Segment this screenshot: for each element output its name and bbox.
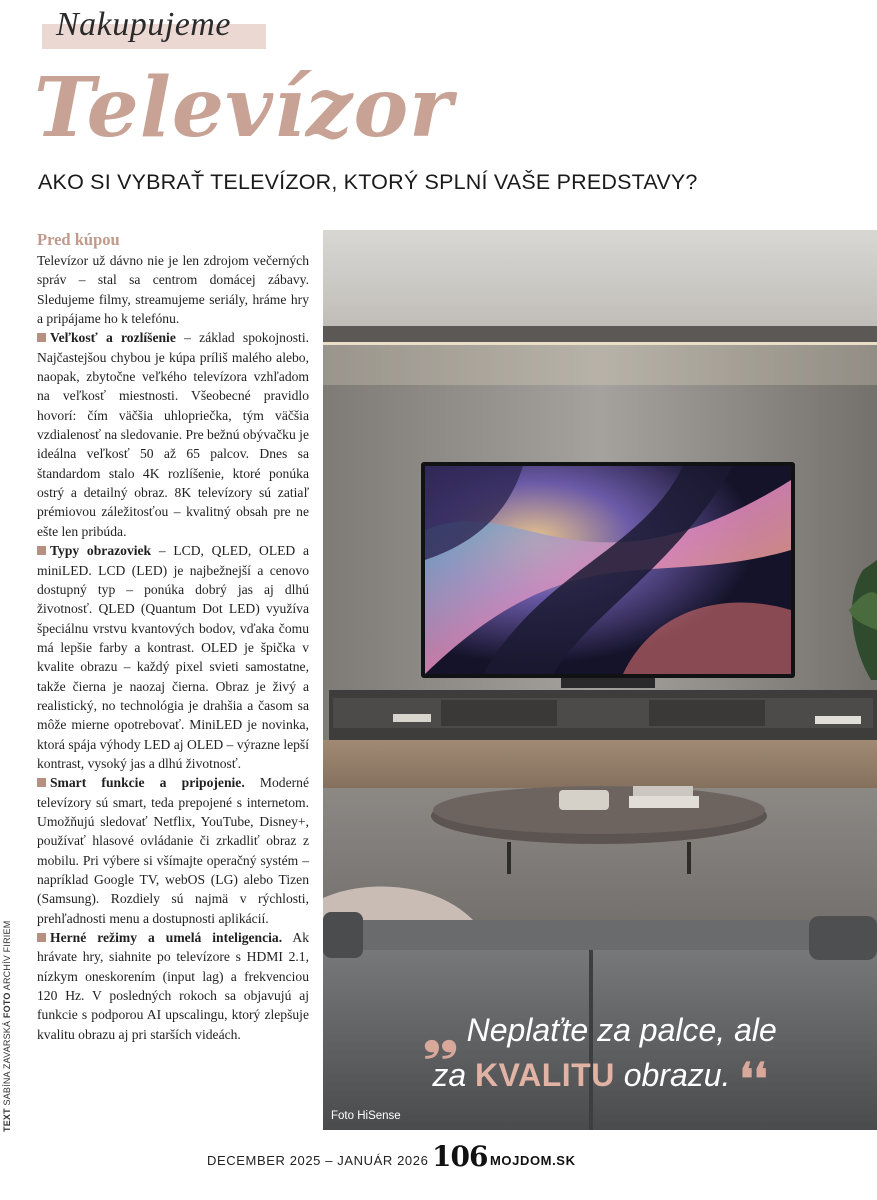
pull-quote-line-1 bbox=[323, 1009, 877, 1060]
item-paragraph bbox=[37, 928, 309, 1044]
item-text: Moderné televízory sú smart, teda prepojené s internetom. Umožňujú sledovať Netflix, YouTube, Disney+, používať hlasové ovládanie či zrkadliť obraz z mobilu. Pri výbere si všímajte operačný systém – napríklad Google TV, webOS (LG) alebo Tizen (Samsung). Rozdiely sú najmä v rýchlosti, prehľadnosti menu a dostupnosti aplikácií. bbox=[37, 775, 309, 926]
site-name: MOJDOM.SK bbox=[490, 1153, 576, 1168]
article-column bbox=[37, 230, 309, 1044]
quote-text-2-post: obrazu. bbox=[614, 1057, 731, 1093]
item-paragraph bbox=[37, 541, 309, 773]
living-room-photo bbox=[323, 230, 877, 1130]
page-footer bbox=[0, 1140, 877, 1180]
quote-open-icon: ❟❟ bbox=[423, 1009, 458, 1060]
page-number: 106 bbox=[432, 1140, 488, 1173]
square-bullet-icon bbox=[37, 778, 46, 787]
item-title: Smart funkcie a pripojenie. bbox=[50, 775, 245, 791]
item-text: – LCD, QLED, OLED a miniLED. LCD (LED) je najbežnejší a cenovo dostupný typ – ponúka dobrý jas aj dlhú životnosť. QLED (Quantum Dot LED) využíva špeciálnu vrstvu kvantových bodov, vďaka čomu má lepšie farby a kontrast. OLED je špička v kvalite obrazu – každý pixel svieti samostatne, takže čierna je naozaj čierna. Obraz je živý a realistický, no technológia je drahšia a časom sa môže mierne opotrebovať. MiniLED je novinka, ktorá spája výhody LED aj OLED – výrazne lepší kontrast, vysoký jas a dlhú životnosť. bbox=[37, 543, 310, 771]
credit-photo-source: ARCHÍV FIRIEM bbox=[2, 920, 12, 991]
photo-credit: Foto HiSense bbox=[331, 1110, 401, 1122]
credit-text-label: TEXT bbox=[2, 1108, 12, 1132]
item-title: Veľkosť a rozlíšenie bbox=[50, 330, 176, 346]
intro-paragraph bbox=[37, 251, 309, 328]
section-kicker: Nakupujeme bbox=[56, 6, 231, 43]
section-title: Pred kúpou bbox=[37, 230, 120, 249]
intro-text: Televízor už dávno nie je len zdrojom večerných správ – stal sa centrom domácej zábavy. Sledujeme filmy, streamujeme seriály, hráme hry a pripájame ho k telefónu. bbox=[37, 253, 309, 327]
headline: Televízor bbox=[34, 60, 454, 156]
quote-text-1: Neplaťte za palce, ale bbox=[466, 1012, 777, 1048]
square-bullet-icon bbox=[37, 333, 46, 342]
pull-quote bbox=[323, 1009, 877, 1105]
item-paragraph bbox=[37, 328, 309, 541]
item-title: Typy obrazoviek bbox=[50, 543, 152, 559]
subheadline: AKO SI VYBRAŤ TELEVÍZOR, KTORÝ SPLNÍ VAŠE PREDSTAVY? bbox=[38, 170, 698, 194]
living-room-illustration bbox=[323, 230, 877, 1130]
side-credit bbox=[2, 921, 12, 1132]
quote-text-2-pre: za bbox=[432, 1057, 476, 1093]
pull-quote-line-2 bbox=[323, 1054, 877, 1105]
square-bullet-icon bbox=[37, 546, 46, 555]
item-title: Herné režimy a umelá inteligencia. bbox=[50, 930, 283, 946]
item-paragraph bbox=[37, 773, 309, 928]
square-bullet-icon bbox=[37, 933, 46, 942]
item-text: Ak hrávate hry, siahnite po televízore s HDMI 2.1, nízkym oneskorením (input lag) a frekvenciou 120 Hz. V posledných rokoch sa objavujú aj funkcie s podporou AI upscalingu, ktorý zlepšuje kvalitu obrazu aj pri starších videách. bbox=[37, 930, 310, 1042]
quote-highlight: KVALITU bbox=[475, 1057, 615, 1093]
credit-text-author: SABÍNA ZAVARSKÁ bbox=[2, 1020, 12, 1106]
item-text: – základ spokojnosti. Najčastejšou chybou je kúpa príliš malého alebo, naopak, zbytočne veľkého televízora vzhľadom na veľkosť miestnosti. Všeobecné pravidlo hovorí: čím väčšia uhlopriečka, tým väčšia vzdialenosť na sledovanie. Pre bežnú obývačku je ideálna veľkosť 50 až 65 palcov. Dnes sa štandardom stalo 4K rozlíšenie, ktoré ponúka ostrý a detailný obraz. 8K televízory sú zatiaľ prémiovou záležitosťou – kvalitný obsah pre ne ešte len pribúda. bbox=[37, 330, 309, 539]
quote-close-icon: ❛❛ bbox=[739, 1054, 768, 1105]
issue-date: DECEMBER 2025 – JANUÁR 2026 bbox=[207, 1153, 429, 1168]
credit-photo-label: FOTO bbox=[2, 992, 12, 1019]
